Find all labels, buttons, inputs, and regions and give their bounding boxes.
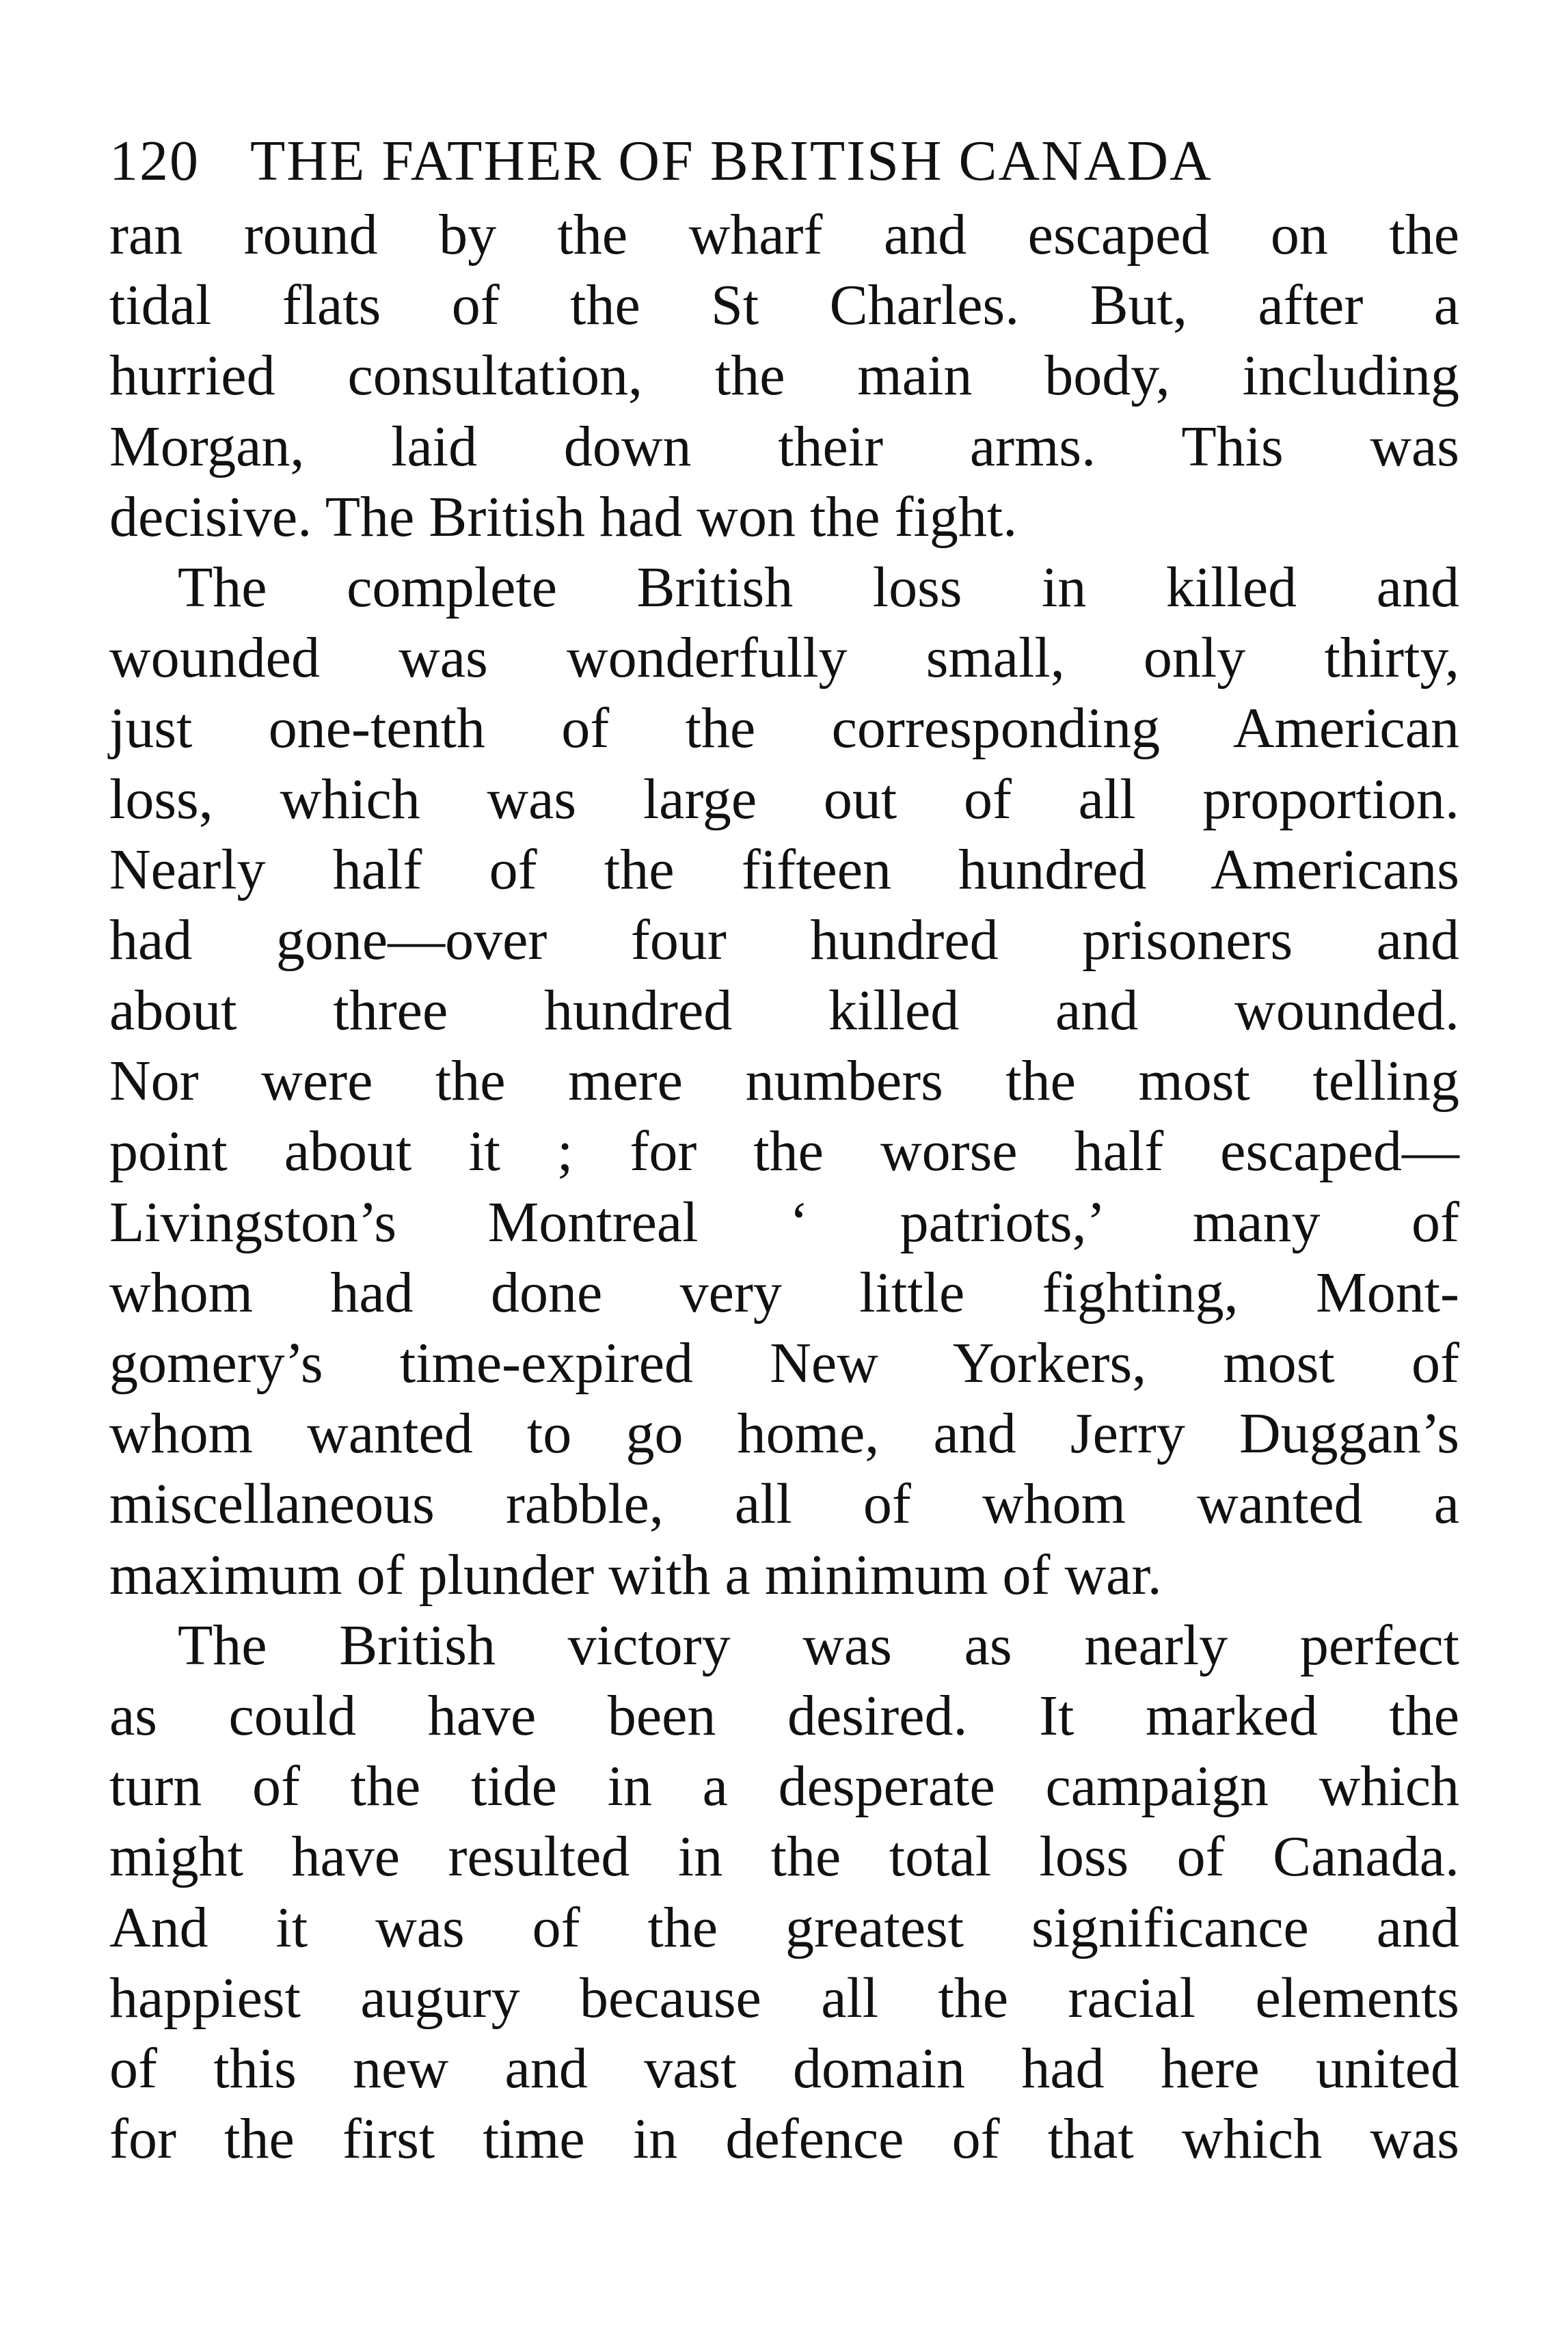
text-line: tidal flats of the St Charles. But, after a [109, 273, 1459, 338]
text-line: for the first time in defence of that which was [109, 2107, 1459, 2171]
text-line: about three hundred killed and wounded. [109, 979, 1459, 1043]
text-line: Nearly half of the fifteen hundred Americans [109, 837, 1459, 901]
page-header [109, 123, 1459, 200]
text-line: of this new and vast domain had here united [109, 2036, 1459, 2100]
text-line: The British victory was as nearly perfect [178, 1613, 1459, 1677]
text-line: loss, which was large out of all proportion. [109, 767, 1459, 831]
text-line: ran round by the wharf and escaped on the [109, 203, 1459, 267]
text-line: turn of the tide in a desperate campaign which [109, 1754, 1459, 1819]
paragraph-1 [109, 200, 1459, 552]
text-line: Nor were the mere numbers the most telling [109, 1049, 1459, 1113]
book-page [109, 123, 1459, 2174]
text-line: whom had done very little fighting, Mont- [109, 1260, 1459, 1325]
text-line: And it was of the greatest significance and [109, 1895, 1459, 1959]
text-line: miscellaneous rabble, all of whom wanted a [109, 1472, 1459, 1536]
text-line: might have resulted in the total loss of Canada. [109, 1825, 1459, 1889]
text-line: just one-tenth of the corresponding American [109, 696, 1459, 761]
text-line: wounded was wonderfully small, only thirty, [109, 626, 1459, 690]
text-line: happiest augury because all the racial elements [109, 1966, 1459, 2030]
text-line: had gone—over four hundred prisoners and [109, 908, 1459, 972]
text-line: as could have been desired. It marked the [109, 1683, 1459, 1748]
text-line: Livingston’s Montreal ‘ patriots,’ many of [109, 1190, 1459, 1254]
text-line: Morgan, laid down their arms. This was [109, 414, 1459, 478]
running-title: THE FATHER OF BRITISH CANADA [250, 129, 1213, 193]
text-line: decisive. The British had won the fight. [109, 485, 1018, 549]
text-line: gomery’s time-expired New Yorkers, most of [109, 1331, 1459, 1395]
text-line: hurried consultation, the main body, including [109, 344, 1459, 408]
text-line: whom wanted to go home, and Jerry Duggan’s [109, 1402, 1459, 1466]
text-line: maximum of plunder with a minimum of war. [109, 1543, 1162, 1607]
text-line: The complete British loss in killed and [178, 555, 1459, 619]
text-line: point about it ; for the worse half escaped— [109, 1120, 1459, 1184]
paragraph-3 [109, 1610, 1459, 2175]
page-number: 120 [109, 129, 200, 193]
paragraph-2 [109, 552, 1459, 1610]
